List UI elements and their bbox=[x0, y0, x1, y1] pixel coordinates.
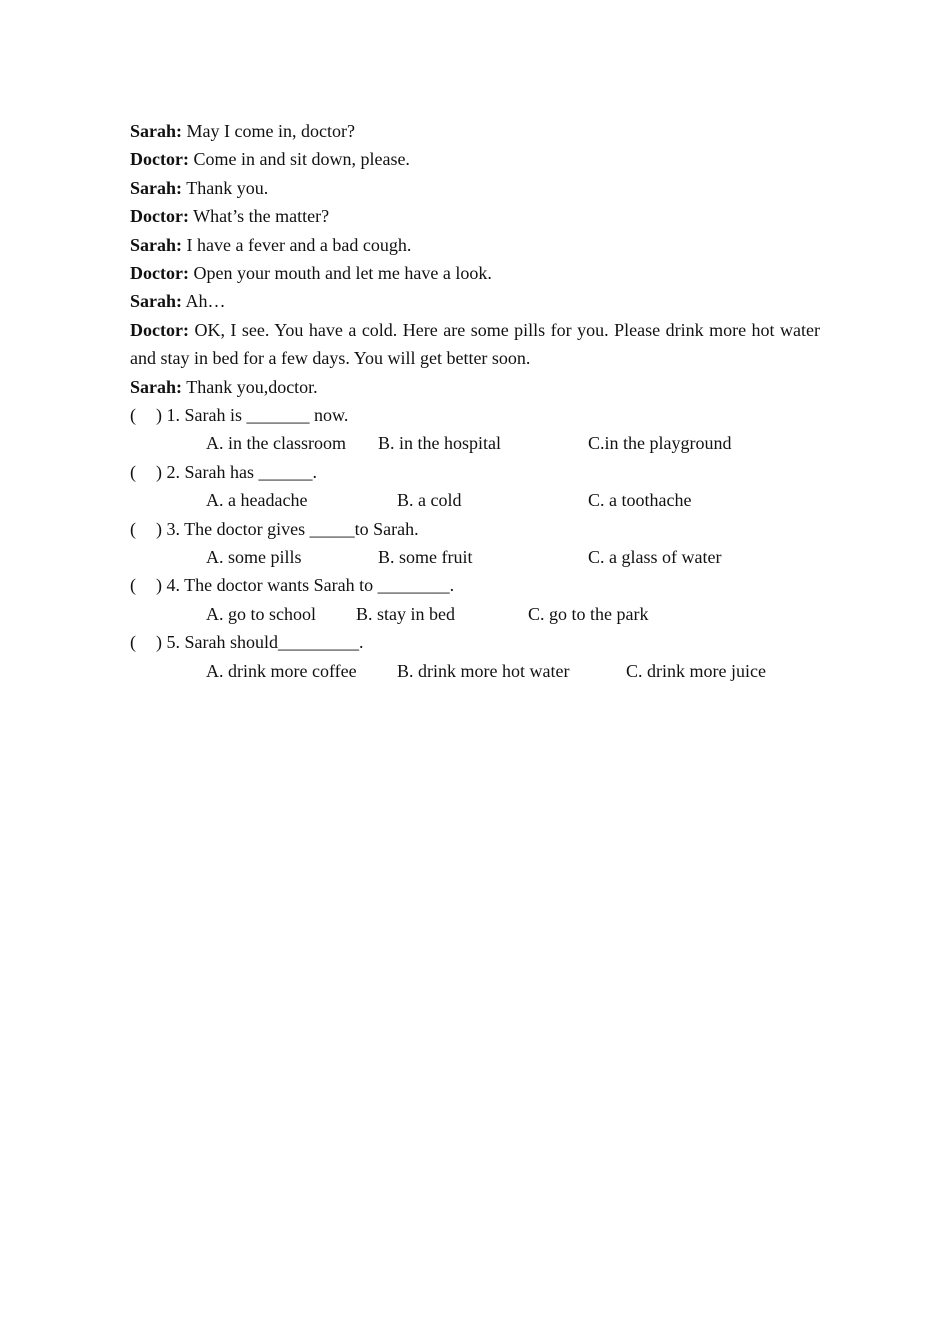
option-c: C. go to the park bbox=[528, 603, 649, 624]
option-a: A. some pills bbox=[206, 547, 302, 568]
options-1 bbox=[130, 429, 820, 457]
option-a: A. drink more coffee bbox=[206, 660, 357, 681]
question-text: ) 5. Sarah should_________. bbox=[156, 632, 364, 653]
option-a: A. go to school bbox=[206, 603, 316, 624]
question-text: ) 4. The doctor wants Sarah to ________. bbox=[156, 575, 455, 596]
speaker-label: Doctor: bbox=[130, 149, 189, 170]
option-c: C. a glass of water bbox=[588, 547, 722, 568]
options-3 bbox=[130, 543, 820, 571]
answer-blank: ( bbox=[130, 461, 136, 482]
dialogue-text: Ah… bbox=[185, 291, 226, 312]
option-a: A. in the classroom bbox=[206, 433, 346, 454]
option-c: C. drink more juice bbox=[626, 660, 766, 681]
dialogue-text: Thank you. bbox=[186, 177, 269, 198]
question-text: ) 1. Sarah is _______ now. bbox=[156, 405, 349, 426]
dialogue bbox=[130, 117, 820, 401]
dialogue-text: What’s the matter? bbox=[193, 206, 330, 227]
questions bbox=[130, 401, 820, 685]
speaker-label: Doctor: bbox=[130, 319, 189, 340]
answer-blank: ( bbox=[130, 575, 136, 596]
dialogue-line bbox=[130, 117, 820, 145]
document-page bbox=[130, 117, 820, 685]
question-5 bbox=[130, 628, 820, 656]
question-1 bbox=[130, 401, 820, 429]
options-2 bbox=[130, 486, 820, 514]
dialogue-line bbox=[130, 174, 820, 202]
option-b: B. drink more hot water bbox=[397, 660, 570, 681]
answer-blank: ( bbox=[130, 518, 136, 539]
question-text: ) 3. The doctor gives _____to Sarah. bbox=[156, 518, 419, 539]
dialogue-text: OK, I see. You have a cold. Here are some pills for you. Please drink more hot water and stay in bed for a few days. You will get better soon. bbox=[130, 319, 820, 369]
dialogue-text: Open your mouth and let me have a look. bbox=[193, 263, 492, 284]
option-a: A. a headache bbox=[206, 490, 308, 511]
speaker-label: Sarah: bbox=[130, 234, 183, 255]
dialogue-text: Come in and sit down, please. bbox=[193, 149, 410, 170]
question-3 bbox=[130, 515, 820, 543]
option-c: C. a toothache bbox=[588, 490, 692, 511]
dialogue-line bbox=[130, 231, 820, 259]
speaker-label: Sarah: bbox=[130, 121, 183, 141]
options-4 bbox=[130, 600, 820, 628]
speaker-label: Sarah: bbox=[130, 291, 183, 312]
option-b: B. a cold bbox=[397, 490, 462, 511]
question-4 bbox=[130, 571, 820, 599]
dialogue-line bbox=[130, 287, 820, 315]
question-text: ) 2. Sarah has ______. bbox=[156, 461, 317, 482]
dialogue-line bbox=[130, 316, 820, 373]
answer-blank: ( bbox=[130, 405, 136, 426]
dialogue-text: Thank you,doctor. bbox=[186, 376, 318, 397]
speaker-label: Sarah: bbox=[130, 376, 183, 397]
option-b: B. stay in bed bbox=[356, 603, 455, 624]
option-b: B. some fruit bbox=[378, 547, 473, 568]
speaker-label: Doctor: bbox=[130, 206, 189, 227]
dialogue-line bbox=[130, 259, 820, 287]
option-c: C.in the playground bbox=[588, 433, 732, 454]
option-b: B. in the hospital bbox=[378, 433, 501, 454]
dialogue-text: May I come in, doctor? bbox=[186, 121, 355, 141]
dialogue-line bbox=[130, 373, 820, 401]
options-5 bbox=[130, 657, 820, 685]
speaker-label: Doctor: bbox=[130, 263, 189, 284]
question-2 bbox=[130, 458, 820, 486]
answer-blank: ( bbox=[130, 632, 136, 653]
dialogue-line bbox=[130, 202, 820, 230]
dialogue-text: I have a fever and a bad cough. bbox=[186, 234, 412, 255]
dialogue-line bbox=[130, 145, 820, 173]
speaker-label: Sarah: bbox=[130, 177, 183, 198]
